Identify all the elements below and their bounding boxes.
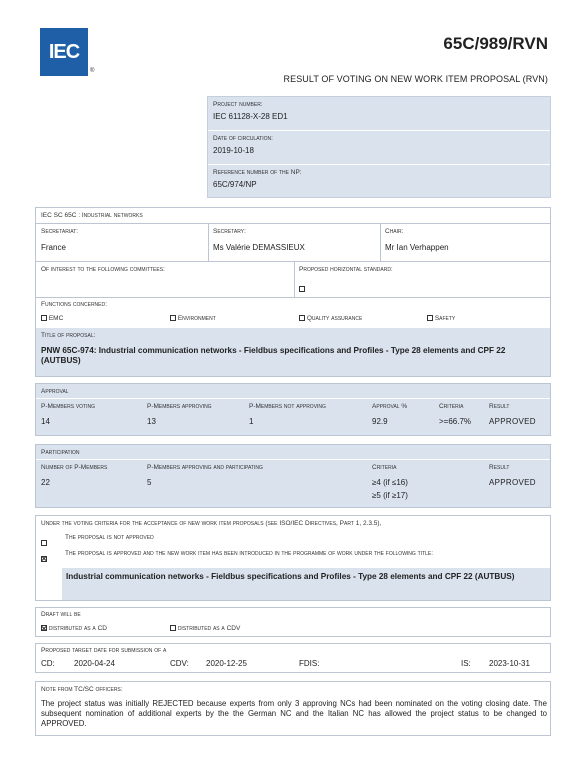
secretary-label: Secretary: [213, 228, 246, 235]
participation-members-value: 22 [41, 478, 50, 487]
approval-not-approving-value: 1 [249, 417, 254, 426]
checkbox-icon [170, 315, 176, 321]
approval-header-voting: P-Members voting [41, 403, 96, 410]
fdis-label: FDIS: [299, 659, 320, 668]
cd-label: CD: [41, 659, 55, 668]
voting-criteria-section [35, 515, 551, 601]
checkbox-icon [170, 625, 176, 631]
target-date-section [35, 643, 551, 673]
proposal-title-label: Title of proposal: [41, 332, 96, 339]
project-number-cell [208, 97, 550, 131]
functions-label: Functions concerned: [41, 301, 107, 308]
checkbox-icon [41, 315, 47, 321]
cdv-label: CDV: [170, 659, 189, 668]
participation-section [35, 444, 551, 508]
registered-mark: ® [90, 68, 95, 74]
np-reference: 65C/974/NP [213, 180, 257, 189]
approval-percent-value: 92.9 [372, 417, 388, 426]
circulation-date-cell [208, 131, 550, 165]
approval-criteria-value: >=66.7% [439, 417, 472, 426]
not-approved-label: The proposal is not approved [65, 534, 154, 541]
approval-voting-value: 14 [41, 417, 50, 426]
approval-section [35, 383, 551, 436]
approved-label: The proposal is approved and the new work item has been introduced in the programme of work under the following title: [65, 550, 434, 557]
approval-header-criteria: Criteria [439, 403, 464, 410]
draft-cd-option[interactable]: distributed as a CD [41, 625, 107, 632]
chair-label: Chair: [385, 228, 404, 235]
logo-text: IEC [48, 40, 80, 63]
circulation-date: 2019-10-18 [213, 146, 254, 155]
approval-header-percent: Approval % [372, 403, 408, 410]
participation-header-approving: P-Members approving and participating [147, 464, 263, 471]
participation-result-value: APPROVED [489, 478, 536, 487]
checkbox-icon [427, 315, 433, 321]
note-section [35, 681, 551, 736]
approval-header-approving: P-Members approving [147, 403, 212, 410]
note-label: Note from TC/SC officers: [41, 686, 123, 693]
secretariat-label: Secretariat: [41, 228, 79, 235]
participation-label: Participation [41, 449, 80, 456]
horizontal-standard-checkbox[interactable] [299, 280, 305, 298]
document-reference: 65C/989/RVN [443, 34, 548, 53]
target-date-label: Proposed target date for submission of a [41, 647, 167, 654]
project-info-box [207, 96, 551, 198]
approval-approving-value: 13 [147, 417, 156, 426]
secretariat-value: France [41, 243, 66, 252]
work-item-title-block [62, 568, 550, 600]
approval-label: Approval [41, 388, 69, 395]
work-item-title: Industrial communication networks - Fieldbus specifications and Profiles - Type 28 elements and CPF 22 (AUTBUS) [66, 572, 515, 581]
voting-criteria-intro: Under the voting criteria for the acceptance of new work item proposals (see ISO/IEC Directives, Part 1, 2.3.5), [41, 520, 382, 527]
proposal-title: PNW 65C-974: Industrial communication networks - Fieldbus specifications and Profiles - Type 28 elements and CPF 22 (AUTBUS) [41, 346, 506, 365]
function-quality-assurance[interactable]: Quality assurance [299, 315, 362, 322]
document-title: RESULT OF VOTING ON NEW WORK ITEM PROPOSAL (RVN) [283, 74, 548, 84]
checkbox-icon [299, 315, 305, 321]
circulation-date-label: Date of circulation: [213, 135, 273, 142]
chair-value: Mr Ian Verhappen [385, 243, 449, 252]
function-emc[interactable]: EMC [41, 315, 63, 322]
function-environment[interactable]: Environment [170, 315, 216, 322]
draft-label: Draft will be [41, 611, 81, 618]
approval-result-value: APPROVED [489, 417, 536, 426]
secretary-value: Ms Valérie DEMASSIEUX [213, 243, 305, 252]
cdv-date: 2020-12-25 [206, 659, 247, 668]
participation-approving-value: 5 [147, 478, 152, 487]
project-number: IEC 61128-X-28 ED1 [213, 112, 288, 121]
participation-criteria-value-2: ≥5 (if ≥17) [372, 491, 408, 500]
note-text: The project status was initially REJECTED because experts from only 3 approving NCs had been nominated on the voting closing date. The subsequent nomination of additional experts by the the German NC and the Italian NC has allowed the project status to be changed to APPROVED. [41, 699, 547, 728]
np-reference-cell [208, 165, 550, 199]
committee-name: IEC SC 65C : Industrial networks [41, 212, 143, 219]
is-date: 2023-10-31 [489, 659, 530, 668]
participation-header-members: Number of P-Members [41, 464, 108, 471]
approval-header-not-approving: P-Members not approving [249, 403, 326, 410]
approved-checkbox[interactable] [41, 550, 47, 568]
checked-checkbox-icon [41, 625, 47, 631]
interest-committees-label: Of interest to the following committees: [41, 266, 165, 273]
horizontal-standard-label: Proposed horizontal standard: [299, 266, 393, 273]
np-reference-label: Reference number of the NP: [213, 169, 302, 176]
is-label: IS: [461, 659, 471, 668]
participation-criteria-value: ≥4 (if ≤16) [372, 478, 408, 487]
participation-header-result: Result [489, 464, 510, 471]
approval-header-result: Result [489, 403, 510, 410]
proposal-title-block [36, 328, 550, 376]
draft-section [35, 607, 551, 637]
participation-header-criteria: Criteria [372, 464, 397, 471]
draft-cdv-option[interactable]: distributed as a CDV [170, 625, 240, 632]
project-number-label: Project number: [213, 101, 263, 108]
iec-logo [40, 28, 88, 76]
function-safety[interactable]: Safety [427, 315, 455, 322]
committee-section [35, 207, 551, 377]
cd-date: 2020-04-24 [74, 659, 115, 668]
